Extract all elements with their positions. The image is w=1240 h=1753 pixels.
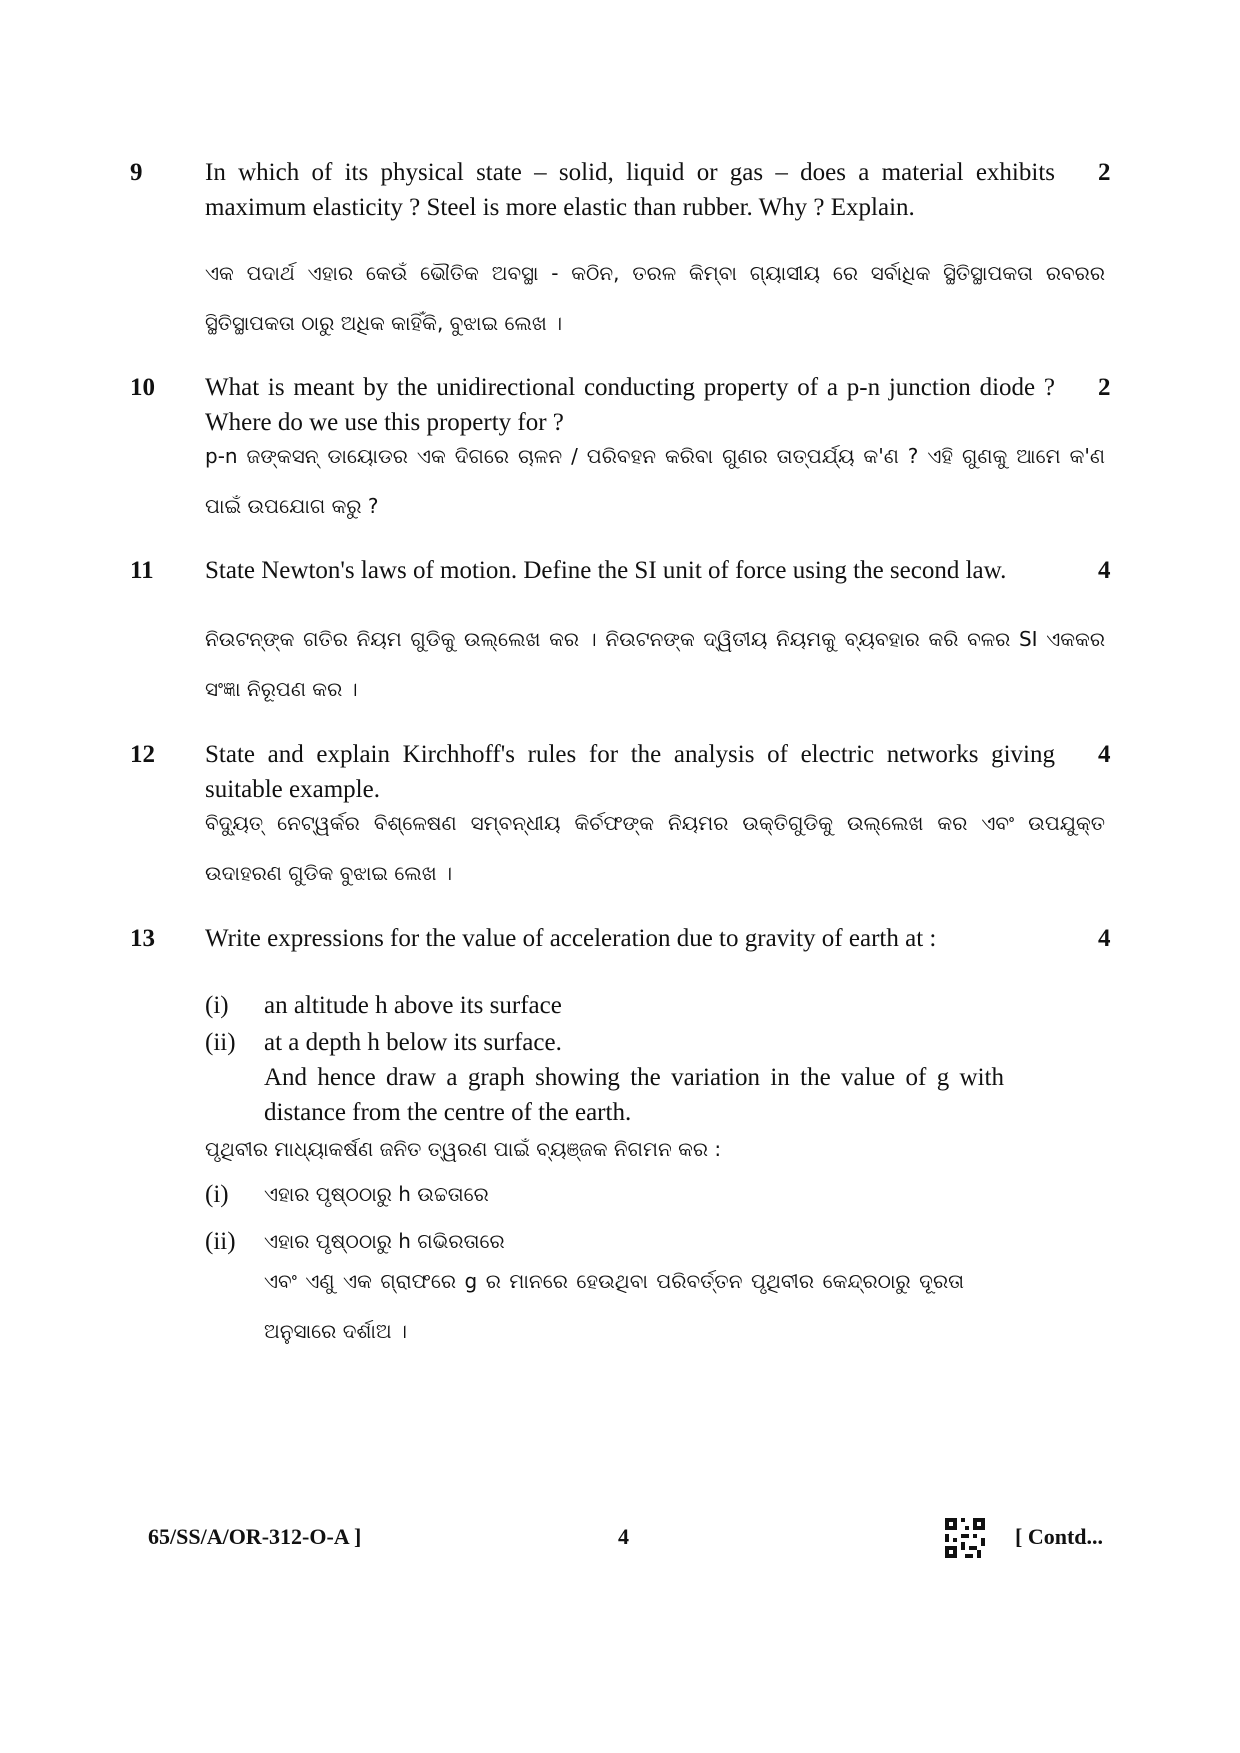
question-text-odia: ନିଉଟନ୍‌ଙ୍କ ଗତିର ନିୟମ ଗୁଡିକୁ ଉଲ୍ଲେଖ କର । ନିଉଟନଙ୍କ ଦ୍ୱିତୀୟ ନିୟମକୁ ବ୍ୟବହାର କରି ବଳର SI ଏକକର ସଂଜ୍ଞା ନିରୂପଣ କର । <box>205 627 1105 701</box>
sub-part-text: an altitude h above its surface <box>264 992 562 1019</box>
question-text-english: Write expressions for the value of acceleration due to gravity of earth at : <box>205 925 937 952</box>
question-number: 9 <box>130 159 143 186</box>
question-marks: 4 <box>1098 925 1111 952</box>
question-number: 11 <box>130 557 154 584</box>
question-marks: 4 <box>1098 557 1111 584</box>
sub-part-text-odia: ଏହାର ପୃଷ୍ଠଠାରୁ h ଉଚ୍ଚତାରେ <box>264 1182 489 1206</box>
question-number: 12 <box>130 741 155 768</box>
question-text-english: State and explain Kirchhoff's rules for the analysis of electric networks giving suitable example. <box>205 741 1055 803</box>
sub-part-label: (ii) <box>205 1029 236 1056</box>
question-text-english: In which of its physical state – solid, liquid or gas – does a material exhibits maximum elasticity ? Steel is more elastic than rubber. Why ? Explain. <box>205 159 1055 221</box>
question-tail-english: And hence draw a graph showing the variation in the value of g with distance from the centre of the earth. <box>264 1064 1004 1126</box>
question-number: 13 <box>130 925 155 952</box>
sub-part-label: (i) <box>205 992 229 1019</box>
sub-part-label: (i) <box>205 1181 229 1208</box>
question-number: 10 <box>130 374 155 401</box>
page-number: 4 <box>618 1524 629 1549</box>
sub-part-text: at a depth h below its surface. <box>264 1029 562 1056</box>
question-text-english: State Newton's laws of motion. Define the SI unit of force using the second law. <box>205 557 1007 584</box>
sub-part-label: (ii) <box>205 1228 236 1255</box>
question-text-odia: ଏକ ପଦାର୍ଥ ଏହାର କେଉଁ ଭୌତିକ ଅବସ୍ଥା - କଠିନ, ତରଳ କିମ୍ବା ଗ୍ୟାସୀୟ ରେ ସର୍ବାଧିକ ସ୍ଥିତିସ୍ଥାପକତା ରବରର ସ୍ଥିତିସ୍ଥାପକତା ଠାରୁ ଅଧିକ କାହିଁକି, ବୁଝାଇ ଲେଖ । <box>205 261 1105 335</box>
question-tail-odia: ଏବଂ ଏଣୁ ଏକ ଗ୍ରାଫରେ g ର ମାନରେ ହେଉଥିବା ପରିବର୍ତ୍ତନ ପୃଥିବୀର କେନ୍ଦ୍ରଠାରୁ ଦୂରତା ଅନୁସାରେ ଦର୍ଶାଅ । <box>264 1269 964 1343</box>
sub-part-text-odia: ଏହାର ପୃଷ୍ଠଠାରୁ h ଗଭିରତାରେ <box>264 1229 505 1253</box>
question-text-odia: ପୃଥିବୀର ମାଧ୍ୟାକର୍ଷଣ ଜନିତ ତ୍ୱରଣ ପାଇଁ ବ୍ୟଞ୍ଜକ ନିଗମନ କର : <box>205 1137 722 1161</box>
question-marks: 2 <box>1098 159 1111 186</box>
question-marks: 4 <box>1098 741 1111 768</box>
question-text-english: What is meant by the unidirectional conducting property of a p-n junction diode ? Where do we use this property for ? <box>205 374 1055 436</box>
question-text-odia: p-n ଜଙ୍କସନ୍ ଡାୟୋଡର ଏକ ଦିଗରେ ଚାଳନ / ପରିବହନ କରିବା ଗୁଣର ତାତ୍ପର୍ଯ୍ୟ କ'ଣ ? ଏହି ଗୁଣକୁ ଆମେ କ'ଣ ପାଇଁ ଉପଯୋଗ କରୁ ? <box>205 444 1105 518</box>
question-marks: 2 <box>1098 374 1111 401</box>
continued-label: [ Contd... <box>1015 1524 1104 1549</box>
qr-code-icon <box>945 1518 985 1558</box>
question-text-odia: ବିଦ୍ୟୁତ୍ ନେଟ୍‌ୱର୍କର ବିଶ୍ଳେଷଣ ସମ୍ବନ୍ଧୀୟ କିର୍ଚଫଙ୍କ ନିୟମର ଉକ୍ତିଗୁଡିକୁ ଉଲ୍ଲେଖ କର ଏବଂ ଉପଯୁକ୍ତ ଉଦାହରଣ ଗୁଡିକ ବୁଝାଇ ଲେଖ । <box>205 811 1105 885</box>
paper-code: 65/SS/A/OR-312-O-A ] <box>148 1524 362 1549</box>
